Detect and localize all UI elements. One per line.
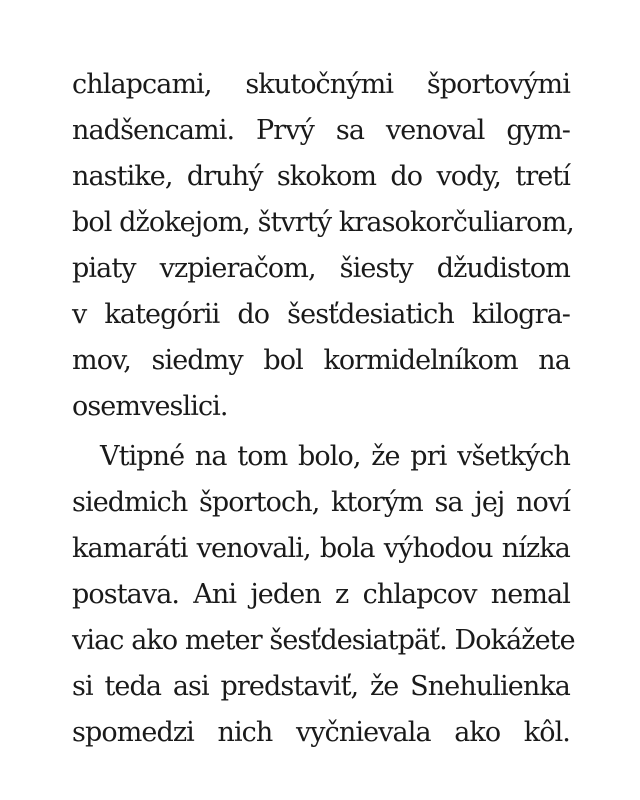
paragraph-2 (72, 434, 575, 756)
paragraph-1 (72, 62, 574, 430)
text-line: kamaráti venovali, bola výhodou nízka (72, 533, 570, 564)
text-line: Vtipné na tom bolo, že pri všetkých (100, 441, 570, 472)
text-line: viac ako meter šesťdesiatpäť. Dokážete (72, 625, 575, 656)
body-text (72, 62, 575, 756)
text-line: chlapcami, skutočnými športovými (72, 69, 570, 100)
text-line: piaty vzpieračom, šiesty džudistom (72, 253, 570, 284)
text-line: spomedzi nich vyčnievala ako kôl. (72, 717, 570, 748)
text-line: nadšencami. Prvý sa venoval gym- (72, 115, 570, 146)
text-line: nastike, druhý skokom do vody, tretí (72, 161, 570, 192)
text-line: v kategórii do šesťdesiatich kilogra- (72, 299, 570, 330)
text-line: siedmich športoch, ktorým sa jej noví (72, 487, 570, 518)
text-line: mov, siedmy bol kormidelníkom na (72, 345, 570, 376)
text-line: bol džokejom, štvrtý krasokorčuliarom, (72, 207, 574, 238)
text-line: osemveslici. (72, 391, 228, 422)
text-line: si teda asi predstaviť, že Snehulienka (72, 671, 570, 702)
text-line: postava. Ani jeden z chlapcov nemal (72, 579, 570, 610)
